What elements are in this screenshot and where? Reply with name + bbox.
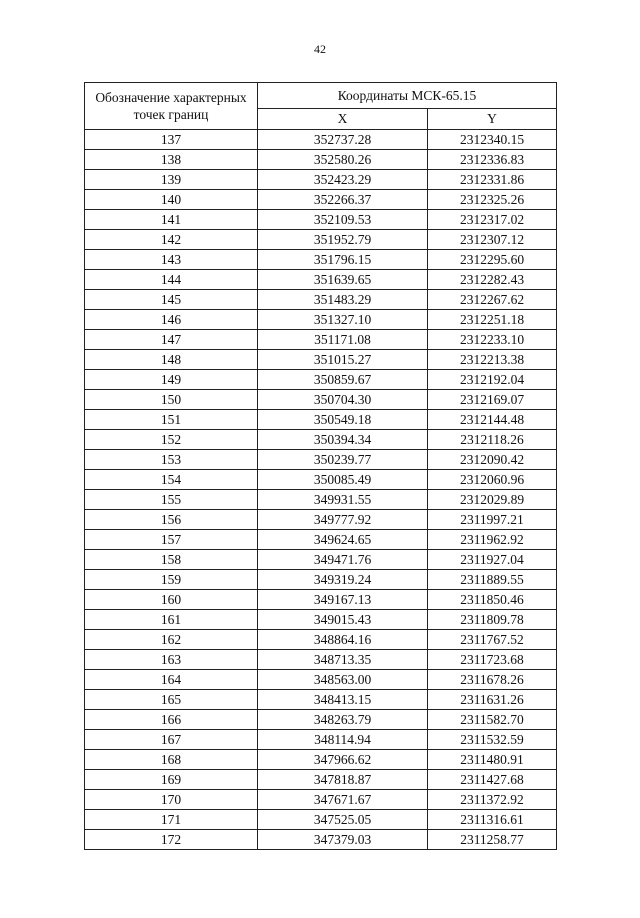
y-coordinate-cell: 2311582.70 <box>428 710 557 730</box>
table-row <box>85 590 557 610</box>
x-coordinate-cell: 351015.27 <box>258 350 428 370</box>
point-id-cell: 154 <box>85 470 258 490</box>
x-coordinate-cell: 351483.29 <box>258 290 428 310</box>
point-id-cell: 152 <box>85 430 258 450</box>
table-row <box>85 450 557 470</box>
y-coordinate-cell: 2311850.46 <box>428 590 557 610</box>
point-id-cell: 142 <box>85 230 258 250</box>
x-coordinate-cell: 347966.62 <box>258 750 428 770</box>
y-coordinate-cell: 2312233.10 <box>428 330 557 350</box>
table-row <box>85 170 557 190</box>
table-header <box>85 83 557 130</box>
table-row <box>85 390 557 410</box>
table-row <box>85 370 557 390</box>
y-coordinate-cell: 2311678.26 <box>428 670 557 690</box>
y-coordinate-cell: 2311962.92 <box>428 530 557 550</box>
x-coordinate-cell: 351327.10 <box>258 310 428 330</box>
y-coordinate-cell: 2311372.92 <box>428 790 557 810</box>
y-coordinate-cell: 2311889.55 <box>428 570 557 590</box>
y-coordinate-cell: 2312251.18 <box>428 310 557 330</box>
x-coordinate-cell: 349624.65 <box>258 530 428 550</box>
y-coordinate-cell: 2311723.68 <box>428 650 557 670</box>
table-row <box>85 650 557 670</box>
point-id-cell: 171 <box>85 810 258 830</box>
table-row <box>85 430 557 450</box>
table-row <box>85 130 557 150</box>
table-row <box>85 150 557 170</box>
y-coordinate-cell: 2312325.26 <box>428 190 557 210</box>
point-id-cell: 151 <box>85 410 258 430</box>
point-id-cell: 159 <box>85 570 258 590</box>
point-id-cell: 147 <box>85 330 258 350</box>
x-coordinate-cell: 350394.34 <box>258 430 428 450</box>
point-id-cell: 167 <box>85 730 258 750</box>
point-label-header: Обозначение характерных точек границ <box>85 83 258 130</box>
table-row <box>85 490 557 510</box>
y-coordinate-cell: 2312213.38 <box>428 350 557 370</box>
table-row <box>85 210 557 230</box>
x-coordinate-cell: 351796.15 <box>258 250 428 270</box>
x-coordinate-cell: 347818.87 <box>258 770 428 790</box>
y-coordinate-cell: 2312295.60 <box>428 250 557 270</box>
table-row <box>85 730 557 750</box>
table-row <box>85 290 557 310</box>
point-id-cell: 146 <box>85 310 258 330</box>
x-coordinate-cell: 352423.29 <box>258 170 428 190</box>
point-id-cell: 161 <box>85 610 258 630</box>
point-id-cell: 168 <box>85 750 258 770</box>
x-coordinate-cell: 352580.26 <box>258 150 428 170</box>
table-row <box>85 810 557 830</box>
point-id-cell: 149 <box>85 370 258 390</box>
x-coordinate-cell: 352737.28 <box>258 130 428 150</box>
x-coordinate-cell: 350549.18 <box>258 410 428 430</box>
x-coordinate-cell: 352266.37 <box>258 190 428 210</box>
y-coordinate-cell: 2312060.96 <box>428 470 557 490</box>
table-row <box>85 190 557 210</box>
point-id-cell: 148 <box>85 350 258 370</box>
y-coordinate-cell: 2312340.15 <box>428 130 557 150</box>
table-row <box>85 470 557 490</box>
coordinates-table <box>84 82 557 850</box>
x-coordinate-cell: 348413.15 <box>258 690 428 710</box>
table-row <box>85 570 557 590</box>
x-coordinate-cell: 348713.35 <box>258 650 428 670</box>
table-row <box>85 410 557 430</box>
table-row <box>85 750 557 770</box>
y-coordinate-cell: 2312267.62 <box>428 290 557 310</box>
table-row <box>85 690 557 710</box>
y-coordinate-cell: 2312192.04 <box>428 370 557 390</box>
point-id-cell: 164 <box>85 670 258 690</box>
y-coordinate-cell: 2311927.04 <box>428 550 557 570</box>
table-row <box>85 670 557 690</box>
y-coordinate-cell: 2311316.61 <box>428 810 557 830</box>
y-coordinate-cell: 2312029.89 <box>428 490 557 510</box>
point-id-cell: 157 <box>85 530 258 550</box>
y-coordinate-cell: 2312090.42 <box>428 450 557 470</box>
point-id-cell: 170 <box>85 790 258 810</box>
x-coordinate-cell: 352109.53 <box>258 210 428 230</box>
point-id-cell: 150 <box>85 390 258 410</box>
x-coordinate-cell: 349015.43 <box>258 610 428 630</box>
x-coordinate-cell: 350239.77 <box>258 450 428 470</box>
x-coordinate-cell: 347525.05 <box>258 810 428 830</box>
x-coordinate-cell: 348864.16 <box>258 630 428 650</box>
y-coordinate-cell: 2312282.43 <box>428 270 557 290</box>
table-row <box>85 350 557 370</box>
point-id-cell: 156 <box>85 510 258 530</box>
y-coordinate-cell: 2312144.48 <box>428 410 557 430</box>
point-id-cell: 144 <box>85 270 258 290</box>
point-id-cell: 138 <box>85 150 258 170</box>
table-row <box>85 710 557 730</box>
x-coordinate-cell: 348114.94 <box>258 730 428 750</box>
table-row <box>85 330 557 350</box>
x-coordinate-cell: 349931.55 <box>258 490 428 510</box>
x-coordinate-cell: 349319.24 <box>258 570 428 590</box>
y-coordinate-cell: 2312307.12 <box>428 230 557 250</box>
page-number: 42 <box>314 42 326 56</box>
table-row <box>85 830 557 850</box>
table-row <box>85 550 557 570</box>
y-coordinate-cell: 2312331.86 <box>428 170 557 190</box>
y-coordinate-cell: 2311480.91 <box>428 750 557 770</box>
y-coordinate-cell: 2312118.26 <box>428 430 557 450</box>
point-id-cell: 162 <box>85 630 258 650</box>
table-row <box>85 770 557 790</box>
y-coordinate-cell: 2312317.02 <box>428 210 557 230</box>
table-row <box>85 630 557 650</box>
point-id-cell: 137 <box>85 130 258 150</box>
point-id-cell: 169 <box>85 770 258 790</box>
point-id-cell: 153 <box>85 450 258 470</box>
table-body <box>85 130 557 850</box>
table-row <box>85 510 557 530</box>
y-coordinate-cell: 2311809.78 <box>428 610 557 630</box>
x-coordinate-cell: 351171.08 <box>258 330 428 350</box>
table-row <box>85 790 557 810</box>
table-row <box>85 310 557 330</box>
x-coordinate-cell: 350704.30 <box>258 390 428 410</box>
point-id-cell: 172 <box>85 830 258 850</box>
table-row <box>85 230 557 250</box>
x-coordinate-cell: 349167.13 <box>258 590 428 610</box>
point-id-cell: 160 <box>85 590 258 610</box>
y-coordinate-cell: 2311631.26 <box>428 690 557 710</box>
x-column-header: X <box>258 109 428 130</box>
point-id-cell: 139 <box>85 170 258 190</box>
point-id-cell: 155 <box>85 490 258 510</box>
x-coordinate-cell: 350859.67 <box>258 370 428 390</box>
y-coordinate-cell: 2312169.07 <box>428 390 557 410</box>
point-id-cell: 163 <box>85 650 258 670</box>
point-id-cell: 158 <box>85 550 258 570</box>
x-coordinate-cell: 347379.03 <box>258 830 428 850</box>
x-coordinate-cell: 348263.79 <box>258 710 428 730</box>
x-coordinate-cell: 351639.65 <box>258 270 428 290</box>
x-coordinate-cell: 347671.67 <box>258 790 428 810</box>
y-coordinate-cell: 2311532.59 <box>428 730 557 750</box>
point-id-cell: 145 <box>85 290 258 310</box>
x-coordinate-cell: 348563.00 <box>258 670 428 690</box>
table-row <box>85 610 557 630</box>
point-id-cell: 141 <box>85 210 258 230</box>
y-column-header: Y <box>428 109 557 130</box>
y-coordinate-cell: 2311997.21 <box>428 510 557 530</box>
x-coordinate-cell: 349471.76 <box>258 550 428 570</box>
point-id-cell: 143 <box>85 250 258 270</box>
y-coordinate-cell: 2312336.83 <box>428 150 557 170</box>
x-coordinate-cell: 349777.92 <box>258 510 428 530</box>
y-coordinate-cell: 2311258.77 <box>428 830 557 850</box>
point-id-cell: 166 <box>85 710 258 730</box>
coordinates-group-header: Координаты МСК-65.15 <box>258 83 557 109</box>
table-row <box>85 270 557 290</box>
x-coordinate-cell: 350085.49 <box>258 470 428 490</box>
table-row <box>85 250 557 270</box>
x-coordinate-cell: 351952.79 <box>258 230 428 250</box>
point-id-cell: 165 <box>85 690 258 710</box>
table-row <box>85 530 557 550</box>
point-id-cell: 140 <box>85 190 258 210</box>
y-coordinate-cell: 2311427.68 <box>428 770 557 790</box>
y-coordinate-cell: 2311767.52 <box>428 630 557 650</box>
